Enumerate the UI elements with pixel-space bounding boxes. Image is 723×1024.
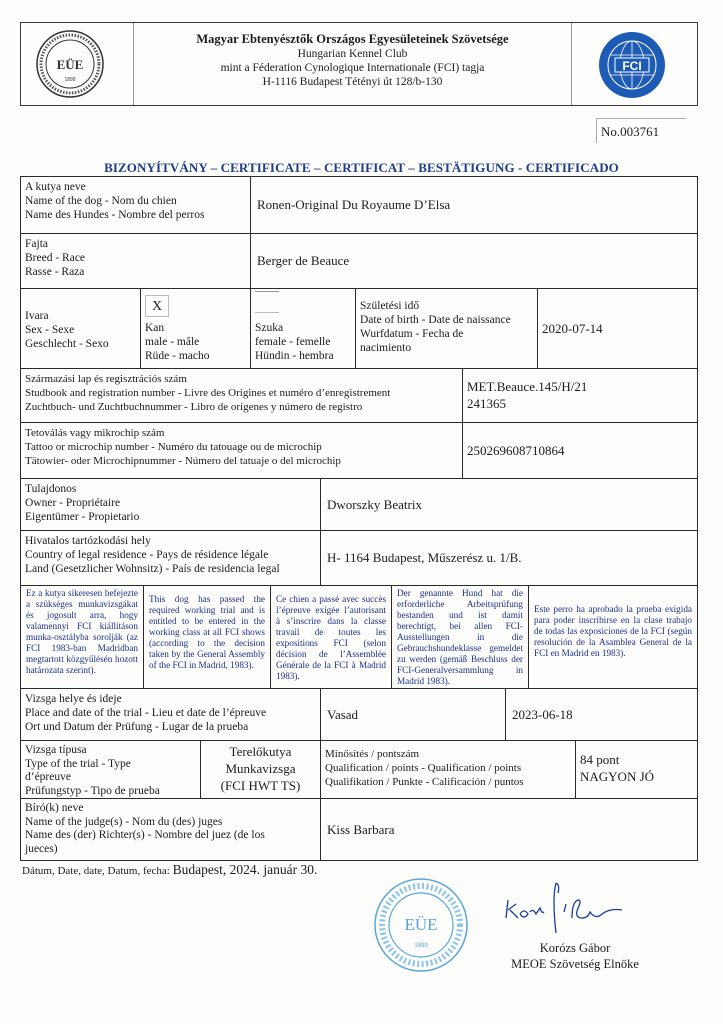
label-en-fr: Name of the judge(s) - Nom du (des) juges	[25, 815, 223, 828]
female-label-hu: Szuka	[255, 322, 284, 334]
chip-value: 250269608710864	[462, 422, 698, 479]
points-value: 84 pont	[580, 752, 620, 767]
label-de-es: Geschlecht - Sexo	[25, 338, 109, 350]
org-address: H-1116 Budapest Tétényi út 128/b-130	[262, 76, 443, 88]
right-logo-cell	[571, 23, 697, 105]
label-hu: A kutya neve	[25, 181, 86, 193]
label-de-es: Name des Hundes - Nombre del perros	[25, 209, 205, 221]
label-hu: Bíró(k) neve	[25, 802, 84, 814]
label-de-es: Rasse - Raza	[25, 266, 85, 278]
label-hu: Születési idő	[360, 300, 420, 312]
female-label-en-fr: female - femelle	[255, 336, 331, 348]
label-hu: Ivara	[25, 310, 49, 322]
male-checkbox[interactable]: X	[145, 295, 169, 317]
statement-en: This dog has passed the required working trial and is entitled to be entered in the working class at all FCI shows (according to the decision taken by the General Assembly of the FCI in Madrid, 1983).	[143, 585, 271, 689]
label-en-fr: Country of legal residence - Pays de résidence légale	[25, 549, 269, 561]
label-en-fr: Sex - Sexe	[25, 324, 75, 336]
trial-type-value	[200, 740, 321, 799]
trial-location-value: Vasad	[320, 688, 506, 741]
signature-icon	[500, 878, 630, 938]
label-en-fr: Tattoo or microchip number - Numéro du tatouage ou de microchip	[25, 441, 322, 453]
certificate-title: BIZONYÍTVÁNY – CERTIFICATE – CERTIFICAT – BESTÄTIGUNG - CERTIFICADO	[104, 160, 619, 175]
birth-label	[355, 288, 538, 369]
owner-value: Dworszky Beatrix	[320, 478, 698, 531]
label-hu: Tetoválás vagy mikrochip szám	[25, 427, 165, 439]
letterhead	[20, 22, 698, 106]
org-line-3: mint a Féderation Cynologique Internationale (FCI) tagja	[220, 62, 485, 74]
residence-label	[20, 530, 321, 586]
label-hu: Minősítés / pontszám	[325, 748, 420, 760]
sex-male-option[interactable]	[140, 288, 251, 369]
meoe-seal-icon	[35, 29, 105, 99]
svg-text:1899: 1899	[414, 943, 428, 949]
residence-value: H- 1164 Budapest, Műszerész u. 1/B.	[320, 530, 698, 586]
svg-text:EÜE: EÜE	[56, 57, 84, 72]
chip-label	[20, 422, 463, 479]
studbook-value	[462, 368, 698, 423]
owner-label	[20, 478, 321, 531]
male-label-hu: Kan	[145, 322, 165, 334]
breed-label	[20, 233, 251, 289]
statement-de: Der genannte Hund hat die erforderliche Arbeitsprüfung bestanden und ist damit berechtigt, bei allen FCI-Ausstellungen in die Gebrauchshundeklasse gemeldet zu werden (gemäß Beschluss der FCI-Generalversammlung in Madrid 1983).	[391, 585, 529, 689]
signer-name: Korózs Gábor	[539, 941, 611, 955]
label-de-es: Wurfdatum - Fecha de	[360, 328, 464, 340]
statement-fr: Ce chien a passé avec succès l’épreuve exigée l’autorisant à s’inscrire dans la classe travail de toutes les expositions FCI (selon décision de l’Assemblée Générale de la FCI à Madrid 1983).	[270, 585, 392, 689]
label-hu: Vizsga helye és ideje	[25, 693, 122, 705]
label-de-es: Ort und Datum der Prüfung - Lugar de la prueba	[25, 721, 249, 733]
label-hu: Fajta	[25, 238, 48, 250]
label-de-es: Qualifikation / Punkte - Calificación / puntos	[325, 776, 524, 788]
dog-name-value: Ronen-Original Du Royaume D’Elsa	[250, 176, 698, 234]
label-de-es: Zuchtbuch- und Zuchtbuchnummer - Libro de orígenes y número de registro	[25, 401, 363, 413]
meoe-stamp-icon	[373, 877, 469, 973]
breed-value: Berger de Beauce	[250, 233, 698, 289]
label-es-cont: nacimiento	[360, 342, 412, 354]
qualification-value	[575, 740, 698, 799]
birth-date-value: 2020-07-14	[537, 288, 698, 369]
svg-text:1899: 1899	[64, 77, 76, 83]
label-de-es: Name des (der) Richter(s) - Nombre del juez (de los	[25, 829, 265, 841]
label-en-fr: Name of the dog - Nom du chien	[25, 195, 177, 207]
label-en-fr: Place and date of the trial - Lieu et date de l’épreuve	[25, 707, 267, 719]
fci-globe-icon	[598, 31, 666, 99]
label-hu: Vizsga típusa	[25, 744, 87, 756]
sex-female-option[interactable]	[250, 288, 356, 369]
date-value: Budapest, 2024. január 30.	[172, 862, 318, 877]
grade-value: NAGYON JÓ	[580, 769, 655, 784]
label-en-fr: Breed - Race	[25, 252, 86, 264]
issue-date	[22, 862, 317, 878]
label-hu: Származási lap és regisztrációs szám	[25, 373, 187, 385]
trial-type-line3: (FCI HWT TS)	[220, 778, 301, 793]
trial-type-label	[20, 740, 201, 799]
label-fr-cont: d’épreuve	[25, 771, 71, 783]
studbook-label	[20, 368, 463, 423]
judge-label	[20, 798, 321, 861]
label-de-es: Prüfungstyp - Tipo de prueba	[25, 784, 160, 797]
label-en-fr: Date of birth - Date de naissance	[360, 314, 511, 326]
document-number: No.003761	[596, 118, 686, 143]
dog-name-label	[20, 176, 251, 234]
svg-text:FCI: FCI	[622, 59, 642, 73]
judge-value: Kiss Barbara	[320, 798, 698, 861]
label-hu: Tulajdonos	[25, 483, 77, 495]
svg-text:EÜE: EÜE	[404, 915, 438, 934]
label-en-fr: Studbook and registration number - Livre des Origines et numéro d’enregistrement	[25, 387, 391, 399]
letterhead-text	[133, 31, 572, 89]
male-label-en-fr: male - mâle	[145, 336, 200, 348]
female-checkbox[interactable]	[255, 291, 279, 313]
trial-type-line2: Munkavizsga	[225, 761, 296, 776]
female-label-de-es: Hündin - hembra	[255, 350, 334, 362]
label-de-es: Eigentümer - Propietario	[25, 511, 140, 523]
label-de-es: Tätowier- oder Microchipnummer - Número del tatuaje o del microchip	[25, 455, 341, 467]
date-label: Dátum, Date, date, Datum, fecha:	[22, 865, 170, 877]
statement-es: Este perro ha aprobado la prueba exigida para poder inscribirse en la clase trabajo de todas las exposiciones de la FCI (según resolución de la Asamblea General de la FCI en Madrid en 1983).	[528, 585, 698, 689]
signer-block	[500, 940, 650, 972]
signer-title: MEOE Szövetség Elnöke	[511, 957, 639, 971]
label-es-cont: jueces)	[25, 842, 58, 855]
qualification-label	[320, 740, 576, 799]
label-en-fr: Owner - Propriétaire	[25, 497, 121, 509]
org-name: Magyar Ebtenyésztők Országos Egyesületeinek Szövetsége	[196, 32, 509, 46]
registration-number: 241365	[467, 396, 506, 411]
label-en-fr: Type of the trial - Type	[25, 757, 131, 770]
statement-hu: Ez a kutya sikeresen befejezte a szükséges munkavizsgákat és jogosult arra, hogy valamennyi FCI kiállításon munka-osztályba sorolják (az FCI 1983-ban Madridban megtartott közgyűlésén hozott határozata szerint).	[20, 585, 144, 689]
trial-date-value: 2023-06-18	[505, 688, 698, 741]
left-logo-cell	[21, 23, 134, 105]
label-de-es: Land (Gesetzlicher Wohnsitz) - País de residencia legal	[25, 563, 280, 575]
studbook-number: MET.Beauce.145/H/21	[467, 379, 588, 394]
label-en-fr: Qualification / points - Qualification / points	[325, 762, 522, 774]
org-line-2: Hungarian Kennel Club	[297, 48, 408, 60]
male-label-de-es: Rüde - macho	[145, 350, 210, 362]
trial-place-label	[20, 688, 321, 741]
trial-type-line1: Terelőkutya	[229, 744, 292, 759]
sex-label	[20, 288, 141, 369]
label-hu: Hivatalos tartózkodási hely	[25, 535, 151, 547]
